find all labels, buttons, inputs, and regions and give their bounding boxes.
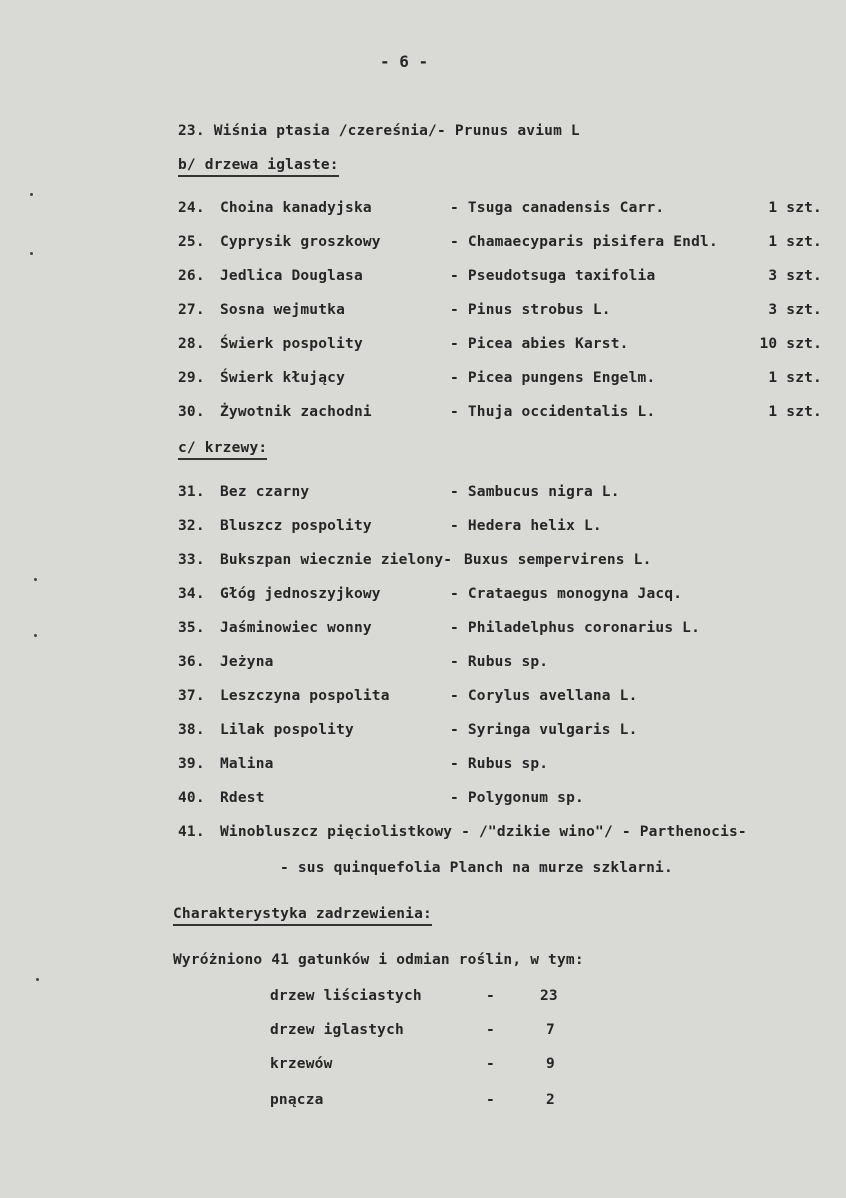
scan-speck [30,252,33,255]
polish-name: Jaśminowiec wonny [220,620,372,636]
latin-name: - Hedera helix L. [450,518,602,534]
polish-name: Głóg jednoszyjkowy [220,586,381,602]
item-number: 25. [178,234,205,250]
scan-speck [34,634,37,637]
item-text-line2: - sus quinquefolia Planch na murze szklarni. [280,860,673,876]
item-number: 37. [178,688,205,704]
summary-value: 7 [546,1022,555,1038]
summary-dash: - [486,1056,495,1072]
item-number: 36. [178,654,205,670]
scan-speck [30,193,33,196]
latin-name: - Tsuga canadensis Carr. [450,200,665,216]
quantity: 3 szt. [768,302,822,318]
latin-name: - Rubus sp. [450,654,549,670]
item-number: 26. [178,268,205,284]
page-number: - 6 - [380,52,429,71]
quantity: 10 szt. [759,336,822,352]
polish-name: Sosna wejmutka [220,302,346,318]
quantity: 1 szt. [768,370,822,386]
summary-value: 2 [546,1092,555,1108]
item-number: 35. [178,620,205,636]
scan-speck [36,978,39,981]
heading-conifers: b/ drzewa iglaste: [178,157,339,177]
polish-name: Lilak pospolity [220,722,354,738]
latin-name: - Syringa vulgaris L. [450,722,638,738]
item-text-line1: Winobluszcz pięciolistkowy - /"dzikie wino"/ - Parthenocis- [220,824,747,840]
item-number: 29. [178,370,205,386]
latin-name: - Corylus avellana L. [450,688,638,704]
polish-name: Bez czarny [220,484,310,500]
summary-intro: Wyróżniono 41 gatunków i odmian roślin, w tym: [173,952,584,968]
item-23 [178,123,580,139]
item-number: 34. [178,586,205,602]
item-number: 28. [178,336,205,352]
polish-name: Cyprysik groszkowy [220,234,381,250]
polish-name: Jedlica Douglasa [220,268,363,284]
item-number: 39. [178,756,205,772]
quantity: 1 szt. [768,404,822,420]
summary-value: 9 [546,1056,555,1072]
polish-name: Świerk kłujący [220,370,346,386]
summary-label: pnącza [270,1092,324,1108]
quantity: 1 szt. [768,234,822,250]
latin-name: - Picea abies Karst. [450,336,629,352]
item-number: 27. [178,302,205,318]
summary-label: drzew liściastych [270,988,422,1004]
latin-name: - Picea pungens Engelm. [450,370,656,386]
polish-name: Malina [220,756,274,772]
item-text: Wiśnia ptasia /czereśnia/- Prunus avium L [213,123,580,139]
latin-name: - Crataegus monogyna Jacq. [450,586,683,602]
item-number: 38. [178,722,205,738]
latin-name: Buxus sempervirens L. [464,552,652,568]
latin-name: - Sambucus nigra L. [450,484,620,500]
scan-speck [34,578,37,581]
polish-name: Żywotnik zachodni [220,404,372,420]
polish-name: Jeżyna [220,654,274,670]
item-number: 32. [178,518,205,534]
summary-dash: - [486,1022,495,1038]
quantity: 1 szt. [768,200,822,216]
latin-name: - Chamaecyparis pisifera Endl. [450,234,718,250]
heading-characteristics: Charakterystyka zadrzewienia: [173,906,432,926]
latin-name: - Thuja occidentalis L. [450,404,656,420]
summary-value: 23 [540,988,558,1004]
latin-name: - Polygonum sp. [450,790,584,806]
item-number: 41. [178,824,205,840]
heading-shrubs: c/ krzewy: [178,440,267,460]
item-number: 33. [178,552,205,568]
quantity: 3 szt. [768,268,822,284]
latin-name: - Philadelphus coronarius L. [450,620,701,636]
item-number: 23. [178,123,205,139]
polish-name: Rdest [220,790,265,806]
latin-name: - Pinus strobus L. [450,302,611,318]
latin-name: - Rubus sp. [450,756,549,772]
polish-name: Bluszcz pospolity [220,518,372,534]
latin-name: - Pseudotsuga taxifolia [450,268,656,284]
summary-label: drzew iglastych [270,1022,404,1038]
polish-name: Choina kanadyjska [220,200,372,216]
item-number: 40. [178,790,205,806]
summary-label: krzewów [270,1056,333,1072]
item-number: 30. [178,404,205,420]
item-number: 24. [178,200,205,216]
polish-name: Bukszpan wiecznie zielony- [220,552,453,568]
summary-dash: - [486,1092,495,1108]
summary-dash: - [486,988,495,1004]
item-number: 31. [178,484,205,500]
polish-name: Leszczyna pospolita [220,688,390,704]
polish-name: Świerk pospolity [220,336,363,352]
